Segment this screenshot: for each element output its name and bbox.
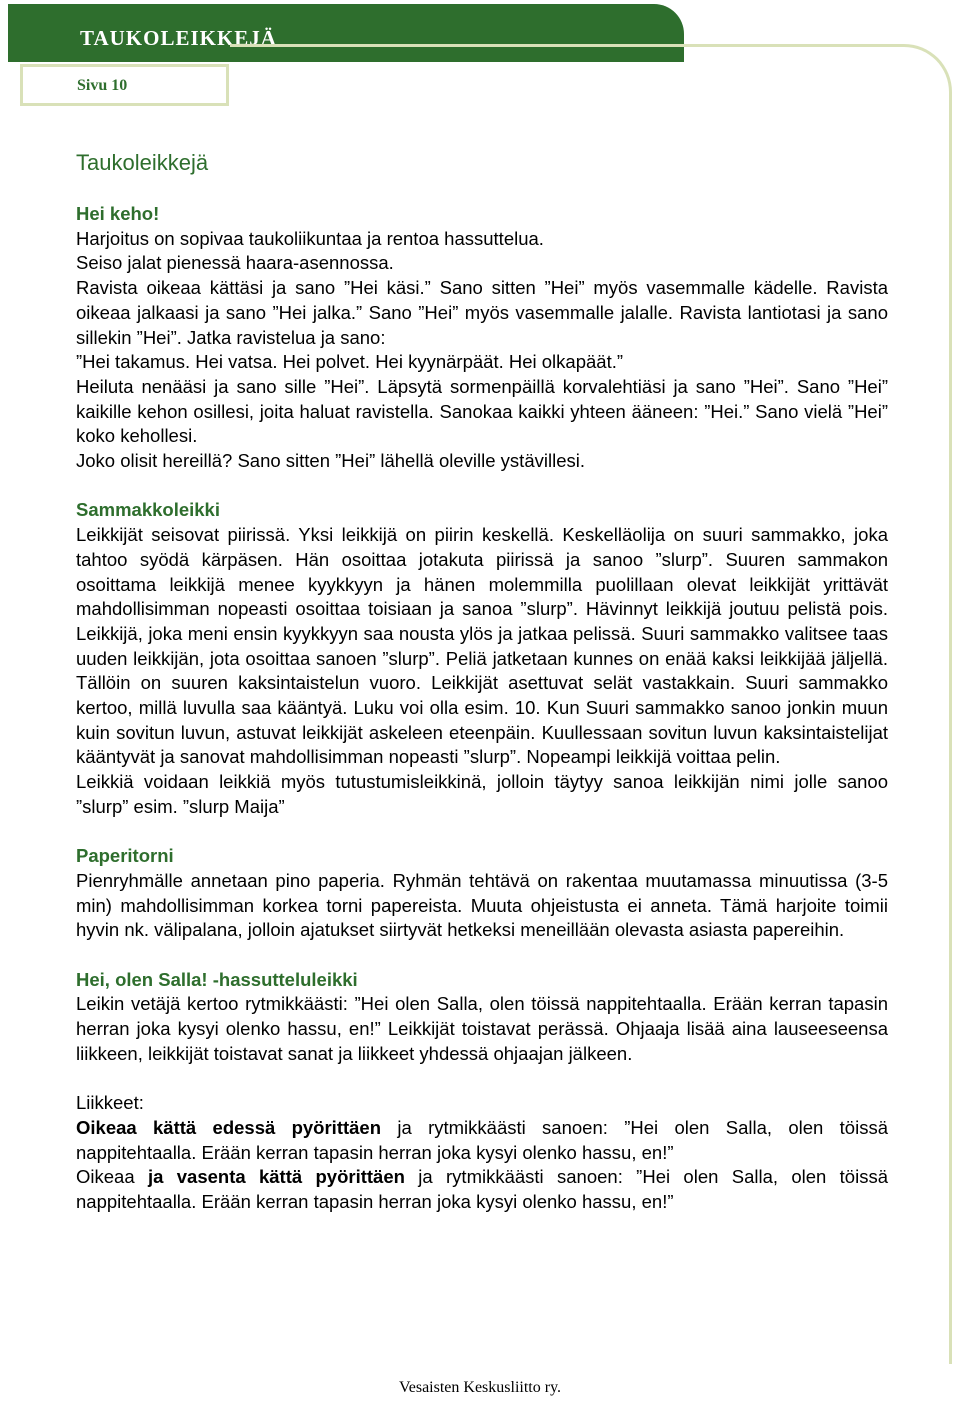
paragraph: Harjoitus on sopivaa taukoliikuntaa ja rentoa hassuttelua. (76, 227, 544, 249)
section-hei-olen-salla (76, 968, 888, 1215)
page-title: Taukoleikkejä (76, 150, 209, 175)
paragraph: Joko olisit hereillä? Sano sitten ”Hei” lähellä oleville ystävillesi. (76, 450, 585, 472)
moves-label: Liikkeet: (76, 1092, 144, 1114)
section-title: Paperitorni (76, 845, 174, 867)
section-title: Hei keho! (76, 203, 160, 224)
move-text: ja rytmikkäästi sanoen: ”Hei olen Salla, olen töissä nappitehtaalla. Erään kerran tapasin herran joka kysyi olenko hassu, en!” (76, 1116, 888, 1163)
move-text: ja rytmikkäästi sanoen: ”Hei olen Salla, olen töissä nappitehtaalla. Erään kerran tapasin herran joka kysyi olenko hassu, en!” (76, 1166, 888, 1213)
move-item (76, 1116, 888, 1165)
paragraph: Pienryhmälle annetaan pino paperia. Ryhmän tehtävä on rakentaa muutamassa minuutissa (3-5 min) mahdollisimman korkea torni papereista. Muuta ohjeistusta ei anneta. Tämä harjoite toimii hyvin nk. välipalana, jolloin ajatukset siirtyvät hetkeksi meneillään olevasta asiasta papereihin. (76, 869, 888, 941)
content (76, 148, 888, 1215)
footer: Vesaisten Keskusliitto ry. (398, 1379, 562, 1396)
move-emphasis: ja vasenta kättä pyörittäen (147, 1166, 405, 1188)
section-title: Hei, olen Salla! -hassutteluleikki (76, 968, 358, 990)
move-text: Oikeaa (76, 1166, 148, 1188)
section-title: Sammakkoleikki (76, 499, 220, 521)
section-hei-keho (76, 202, 888, 474)
paragraph: Leikin vetäjä kertoo rytmikkäästi: ”Hei olen Salla, olen töissä nappitehtaalla. Erään kerran tapasin herran joka kysyi olenko hassu, en!” Leikkijät toistavat perässä. Ohjaaja lisää aina lauseeseensa liikkeen, leikkijät toistavat sanat ja liikkeet yhdessä ohjaajan jälkeen. (76, 993, 888, 1064)
paragraph: Leikkiä voidaan leikkiä myös tutustumisleikkinä, jolloin täytyy sanoa leikkijän nimi jolle sanoo ”slurp” esim. ”slurp Maija” (76, 771, 888, 817)
page-number: Sivu 10 (77, 77, 128, 94)
header-title: TAUKOLEIKKEJÄ (80, 26, 277, 50)
paragraph: Seiso jalat pienessä haara-asennossa. (76, 252, 394, 274)
paragraph: ”Hei takamus. Hei vatsa. Hei polvet. Hei kyynärpäät. Hei olkapäät.” (76, 351, 624, 373)
paragraph: Heiluta nenääsi ja sano sille ”Hei”. Läpsytä sormenpäillä korvalehtiäsi ja sano ”Hei”. Sano ”Hei” kaikille kehon osillesi, joita haluat ravistella. Sanokaa kaikki yhteen ääneen: ”Hei.” Sano vielä ”Hei” koko kehollesi. (76, 375, 888, 447)
move-item (76, 1165, 888, 1214)
paragraph: Ravista oikeaa kättäsi ja sano ”Hei käsi.” Sano sitten ”Hei” myös vasemmalle kädelle. Ravista oikeaa jalkaasi ja sano ”Hei jalka.” Sano ”Hei” myös vasemmalle jalalle. Ravista lantiotasi ja sano sillekin ”Hei”. Jatka ravistelua ja sano: (76, 277, 888, 348)
section-sammakkoleikki (76, 498, 888, 819)
section-paperitorni (76, 844, 888, 943)
move-emphasis: Oikeaa kättä edessä pyörittäen (76, 1116, 382, 1138)
paragraph: Leikkijät seisovat piirissä. Yksi leikkijä on piirin keskellä. Keskelläolija on suuri sammakko, joka tahtoo syödä kärpäsen. Hän osoittaa jotakuta piirissä ja sanoo ”slurp”. Suuren sammakon osoittama leikkijä menee kyykkyyn ja hänen molemmilla puolillaan olevat leikkijät yrittävät mahdollisimman nopeasti osoittaa toisiaan ja sanoa ”slurp”. Hävinnyt leikkijä joutuu pelistä pois. Leikkijä, joka meni ensin kyykkyyn saa nousta ylös ja jatkaa pelissä. Suuri sammakko valitsee taas uuden leikkijän, jota osoittaa sanoen ”slurp”. Peliä jatketaan kunnes on enää kaksi leikkijää jäljellä. Tällöin on suuren kaksintaistelun vuoro. Leikkijät asettuvat selät vastakkain. Suuri sammakko kertoo, millä luvulla saa kääntyä. Luku voi olla esim. 10. Kun Suuri sammakko sanoo jonkin muun kuin sovitun luvun, astuvat leikkijät askeleen eteenpäin. Kuullessaan sovitun luvun kaksintaistelijat kääntyvät ja sanovat mahdollisimman nopeasti ”slurp”. Nopeampi leikkijä voittaa pelin. (76, 524, 888, 768)
page-number-tab (20, 64, 229, 106)
